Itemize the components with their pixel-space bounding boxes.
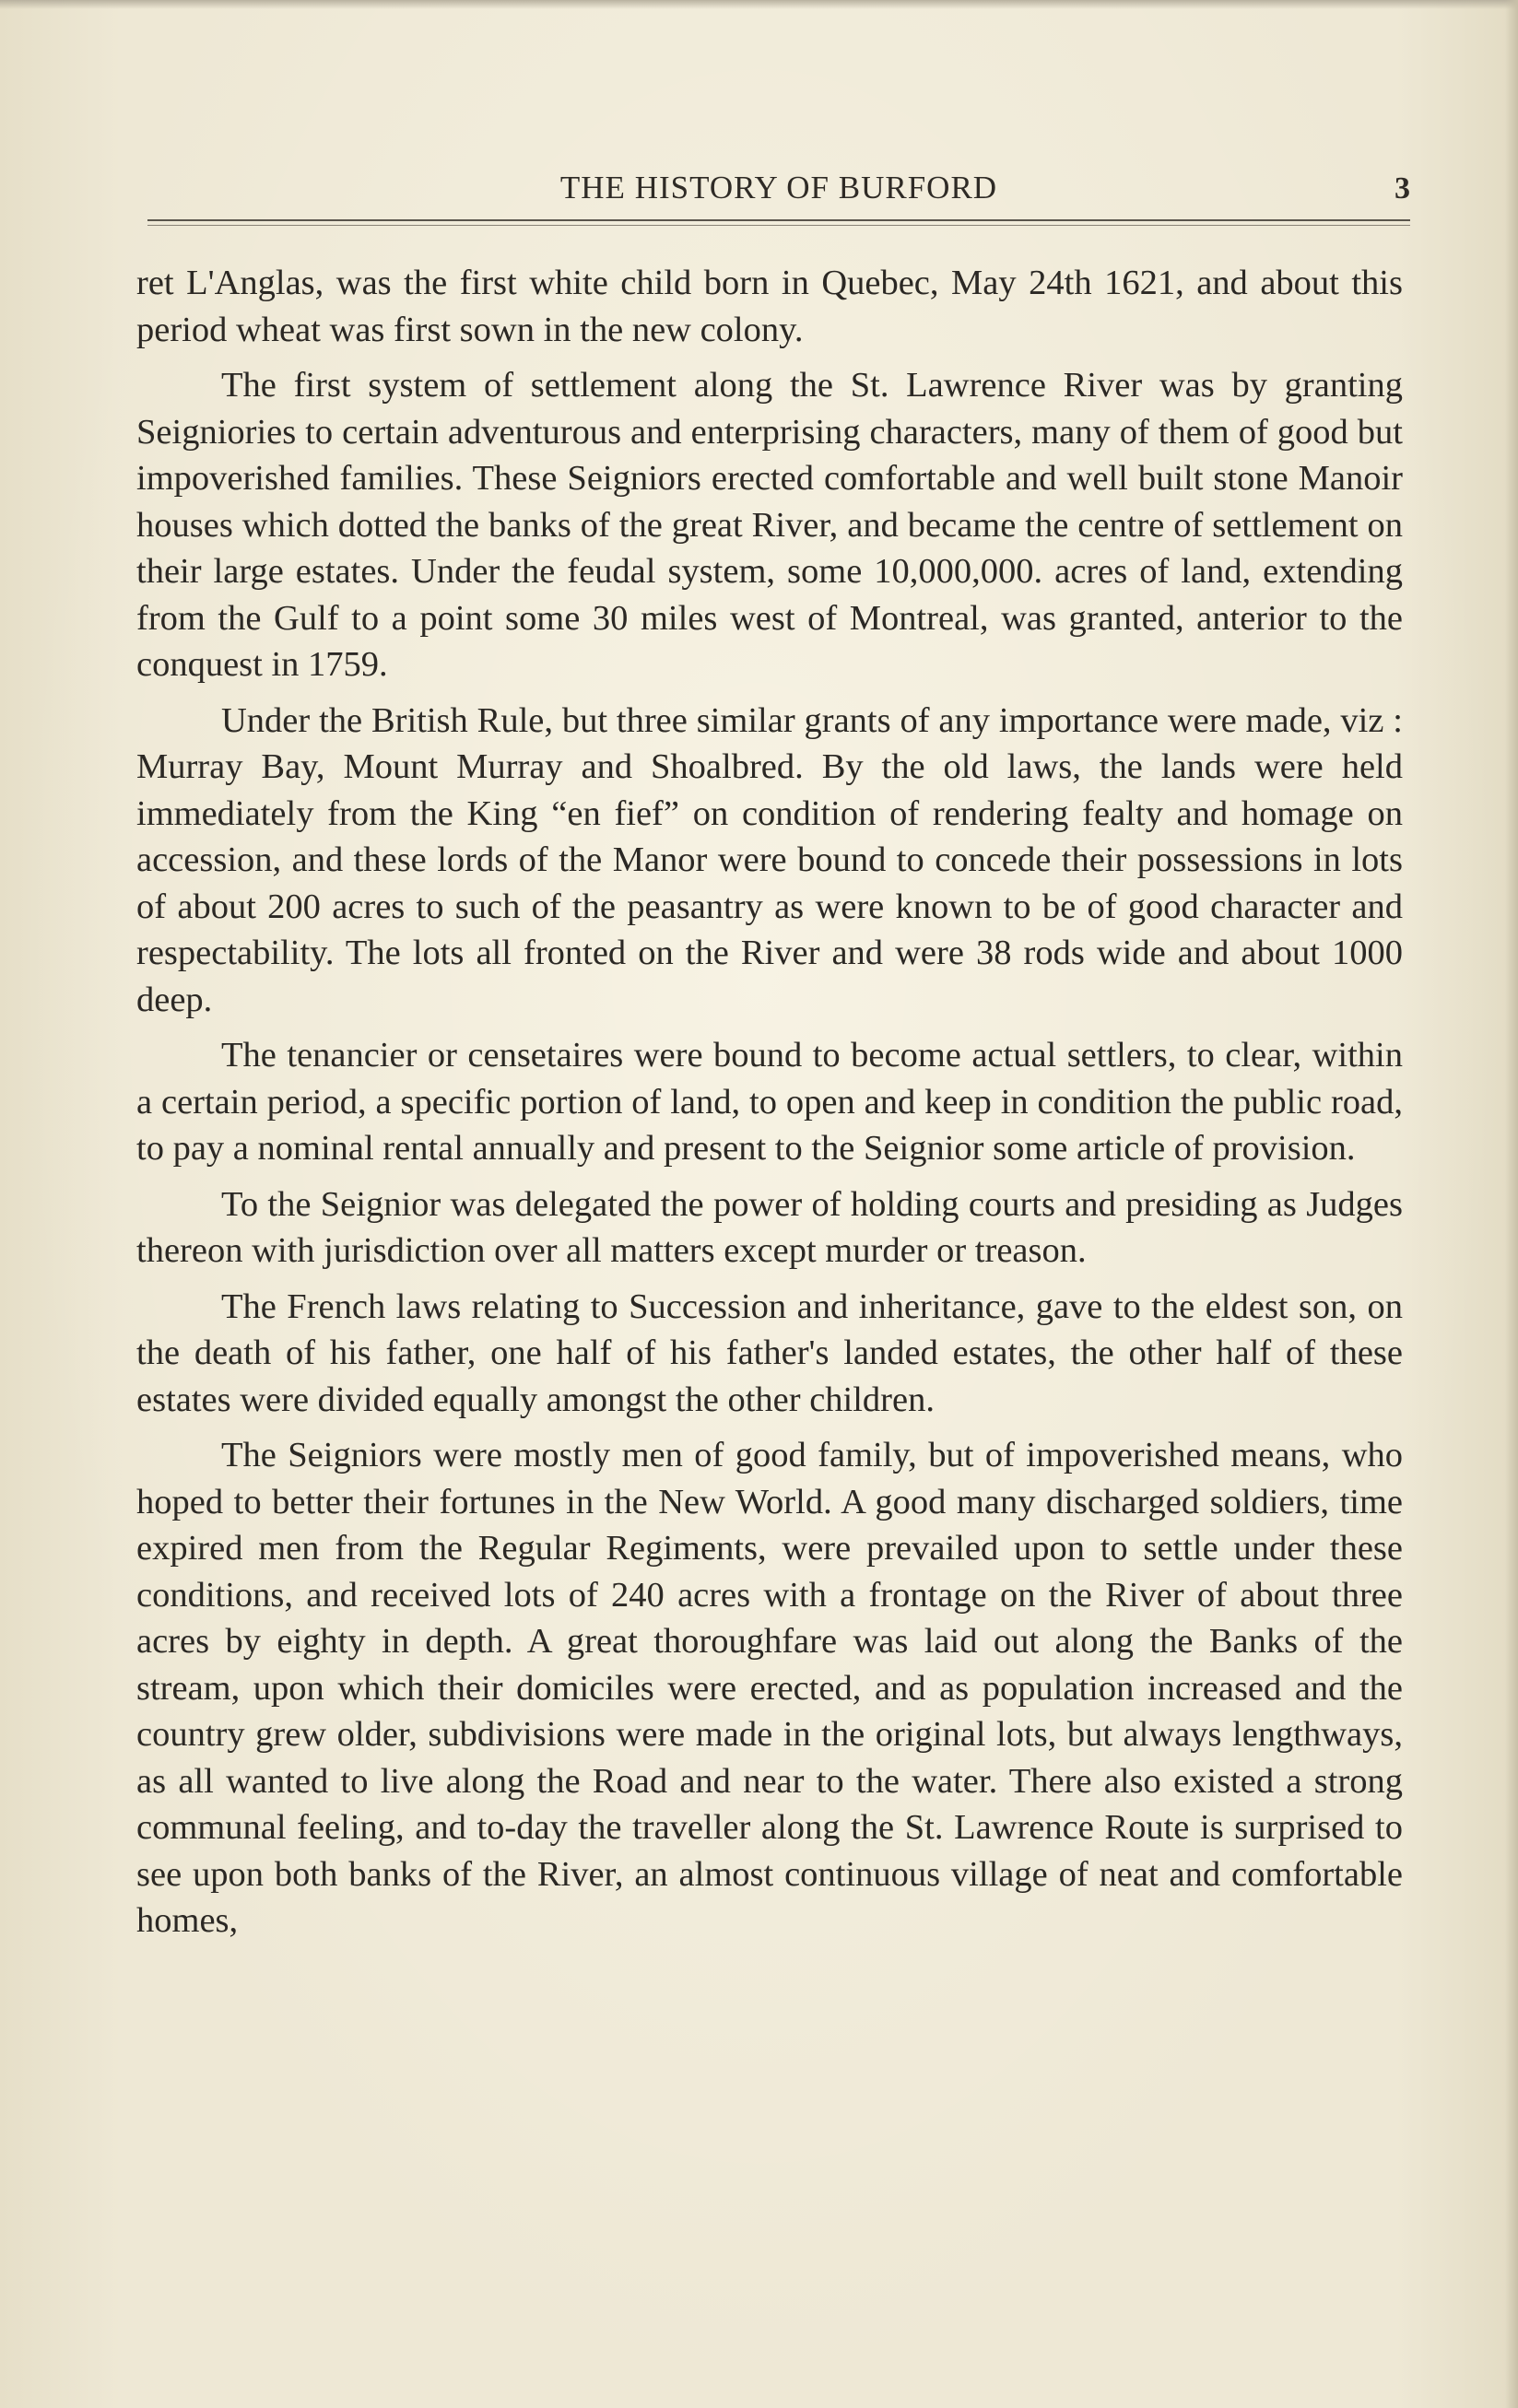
paragraph: The first system of settlement along the St. Lawrence River was by granting Seigniories to certain adventurous and enterprising characters, many of them of good but impoverished families. These Seigniors erected comfortable and well built stone Manoir houses which dotted the banks of the great River, and became the centre of settlement on their large estates. Under the feudal system, some 10,000,000. acres of land, extending from the Gulf to a point some 30 miles west of Montreal, was granted, anterior to the conquest in 1759. bbox=[136, 366, 1403, 684]
paragraph: The tenancier or censetaires were bound to become actual settlers, to clear, within a certain period, a specific portion of land, to open and keep in condition the public road, to pay a nominal rental annually and present to the Seignior some article of provision. bbox=[136, 1036, 1403, 1168]
paragraph: Under the British Rule, but three similar grants of any importance were made, viz : Murray Bay, Mount Murray and Shoalbred. By the old laws, the lands were held immediately from the King “en fief” on condition of rendering fealty and homage on accession, and these lords of the Manor were bound to concede their possessions in lots of about 200 acres to such of the peasantry as were known to be of good character and respectability. The lots all fronted on the River and were 38 rods wide and about 1000 deep. bbox=[136, 700, 1403, 1019]
paragraph: ret L'Anglas, was the first white child born in Quebec, May 24th 1621, and about this period wheat was first sown in the new colony. bbox=[136, 264, 1403, 349]
paragraph-gap bbox=[136, 1274, 1403, 1284]
body-text bbox=[136, 260, 1403, 1944]
running-title: THE HISTORY OF BURFORD bbox=[559, 170, 998, 206]
paragraph-gap bbox=[136, 688, 1403, 698]
paragraph-gap bbox=[136, 353, 1403, 362]
header-rule bbox=[147, 219, 1410, 221]
paragraph: The French laws relating to Succession and inheritance, gave to the eldest son, on the death of his father, one half of his father's landed estates, the other half of these estates were divided equally amongst the other children. bbox=[136, 1286, 1403, 1419]
paragraph-gap bbox=[136, 1023, 1403, 1032]
header-rule-thin bbox=[147, 225, 1410, 226]
paragraph: To the Seignior was delegated the power of holding courts and presiding as Judges thereon with jurisdiction over all matters except murder or treason. bbox=[136, 1184, 1403, 1270]
page-number: 3 bbox=[1394, 171, 1410, 206]
paragraph: The Seigniors were mostly men of good family, but of impoverished means, who hoped to better their fortunes in the New World. A good many discharged soldiers, time expired men from the Regular Regiments, were prevailed upon to settle under these conditions, and received lots of 240 acres with a frontage on the River of about three acres by eighty in depth. A great thoroughfare was laid out along the Banks of the stream, upon which their domiciles were erected, and as population increased and the country grew older, subdivisions were made in the original lots, but always lengthways, as all wanted to live along the Road and near to the water. There also existed a strong communal feeling, and to-day the traveller along the St. Lawrence Route is surprised to see upon both banks of the River, an almost continuous village of neat and comfortable homes, bbox=[136, 1436, 1403, 1940]
page-header bbox=[147, 170, 1410, 216]
paragraph-gap bbox=[136, 1172, 1403, 1181]
paragraph-gap bbox=[136, 1423, 1403, 1432]
